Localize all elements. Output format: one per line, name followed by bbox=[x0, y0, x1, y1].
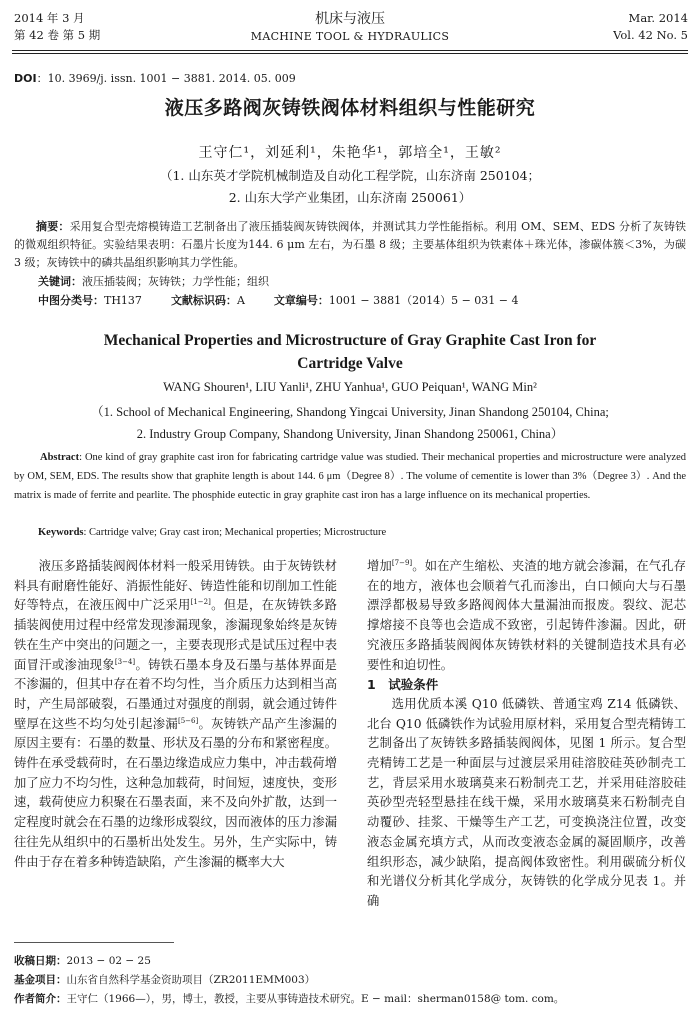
header-volume-en: Vol. 42 No. 5 bbox=[613, 28, 688, 42]
abstract-en bbox=[14, 448, 686, 505]
body-left-column bbox=[14, 557, 337, 872]
body-text: 液压多路插装阀阀体材料一般采用铸铁。由于灰铸铁材料具有耐磨性能好、消振性能好、铸造性能和切削加工性能好等特点，在液压阀中广泛采用 bbox=[14, 559, 337, 613]
body-right-column bbox=[367, 557, 686, 912]
classification-row bbox=[38, 292, 519, 310]
abstract-en-text: : One kind of gray graphite cast iron for fabricating cartridge value was studied. Their mechanical properties and microstructure were analyzed by OM, SEM, EDS. The results show that graphite length is about 144. 6 μm（Degree 8）. The volume of cementite is lower than 3%（Degree 3）. And the matrix is made of ferrite and pearlite. The phosphide eutectic in gray graphite cast iron has a large influence on its mechanical properties. bbox=[14, 452, 686, 501]
doi-line bbox=[14, 70, 296, 86]
affiliation-en-2: 2. Industry Group Company, Shandong University, Jinan Shandong 250061, China） bbox=[136, 427, 564, 441]
fund-label: 基金项目： bbox=[14, 974, 67, 986]
body-paragraph-1 bbox=[14, 557, 337, 872]
journal-name-cn: 机床与液压 bbox=[315, 11, 385, 27]
doi-label: DOI bbox=[14, 72, 37, 85]
authors-cn: 王守仁¹，刘延利¹，朱艳华¹，郭培全¹，王敏² bbox=[198, 145, 502, 161]
affiliation-cn-1: （1. 山东英才学院机械制造及自动化工程学院，山东济南 250104； bbox=[159, 168, 541, 183]
body-text: 。但是，在灰铸铁多路插装阀使用过程中经常发现渗漏现象，渗漏现象始终是灰铸铁在生产中突出的问题之一，主要表现形式是试压过程中表面冒汗或渗油现象 bbox=[14, 598, 337, 672]
keywords-en-text: : Cartridge valve; Gray cast iron; Mechanical properties; Microstructure bbox=[83, 527, 387, 538]
keywords-en bbox=[38, 527, 386, 538]
footnote-rule bbox=[14, 942, 174, 943]
title-en-line-1: Mechanical Properties and Microstructure of Gray Graphite Cast Iron for bbox=[103, 332, 597, 349]
author-bio-label: 作者简介： bbox=[14, 993, 67, 1005]
doc-code-value: A bbox=[236, 294, 245, 307]
journal-name-en: MACHINE TOOL & HYDRAULICS bbox=[250, 30, 450, 43]
body-text: 。铸铁石墨本身及石墨与基体界面是不渗漏的，但其中存在着不均匀性，当介质压力达到相当高时，产生局部破裂，石墨通过对强度的削弱，就会通过铸件壁厚在这些不均匀处引起渗漏 bbox=[14, 657, 337, 731]
title-en-line-2: Cartridge Valve bbox=[297, 355, 403, 372]
keywords-cn-text: 液压插装阀；灰铸铁；力学性能；组织 bbox=[82, 275, 269, 288]
footnote-fund bbox=[14, 972, 315, 988]
keywords-en-label: Keywords bbox=[38, 527, 84, 538]
abstract-cn bbox=[14, 218, 686, 272]
header-date-en: Mar. 2014 bbox=[628, 11, 688, 25]
affiliation-cn-2: 2. 山东大学产业集团，山东济南 250061） bbox=[228, 190, 472, 205]
footnote-received bbox=[14, 953, 151, 969]
header-volume: 第 42 卷 第 5 期 bbox=[14, 28, 101, 42]
abstract-cn-label: 摘要： bbox=[36, 220, 70, 233]
header-rule-2 bbox=[12, 53, 688, 54]
received-date: 2013 − 02 − 25 bbox=[66, 955, 151, 967]
header-journal bbox=[0, 10, 700, 45]
body-paragraph-continued bbox=[367, 557, 686, 675]
keywords-cn-label: 关键词： bbox=[38, 275, 82, 288]
authors-en: WANG Shouren¹, LIU Yanli¹, ZHU Yanhua¹, GUO Peiquan¹, WANG Min² bbox=[163, 380, 537, 394]
body-text: 。如在产生缩松、夹渣的地方就会渗漏，在气孔存在的地方，液体也会顺着气孔而渗出，白口倾向大与石墨漂浮都极易导致多路阀阀体大量漏油而报废。裂纹、泥芯撑熔接不良等也会造成不致密，引起铸件渗漏。因此，研究液压多路插装阀阀体灰铸铁材料的关键制造技术具有必要性和迫切性。 bbox=[367, 559, 686, 672]
citation: [7−9] bbox=[391, 558, 413, 567]
body-text: 增加 bbox=[367, 559, 392, 573]
fund-text: 山东省自然科学基金资助项目（ZR2011EMM003） bbox=[66, 974, 316, 986]
header-issue-en bbox=[613, 10, 688, 44]
abstract-en-label: Abstract bbox=[40, 452, 80, 463]
citation: [1−2] bbox=[190, 598, 211, 607]
doi-value: ：10. 3969/j. issn. 1001 − 3881. 2014. 05. 009 bbox=[36, 72, 296, 85]
article-no-label: 文章编号： bbox=[273, 294, 329, 307]
clc-value: TH137 bbox=[104, 294, 142, 307]
abstract-cn-text: 采用复合型壳熔模铸造工艺制备出了液压插装阀灰铸铁阀体，并测试其力学性能指标。利用 OM、SEM、EDS 分析了灰铸铁的微观组织特征。实验结果表明：石墨片长度为144. 6 μm 左右，为石墨 8 级；主要基体组织为铁素体＋珠光体，渗碳体簇＜3%，为碳 3 级；灰铸铁中的磷共晶组织影响其力学性能。 bbox=[14, 220, 687, 269]
author-bio-text: 王守仁（1966—），男，博士，教授，主要从事铸造技术研究。E − mail：sherman0158@ tom. com。 bbox=[66, 993, 565, 1005]
title-cn: 液压多路阀灰铸铁阀体材料组织与性能研究 bbox=[164, 97, 536, 119]
body-paragraph-2: 选用优质本溪 Q10 低磷铁、普通宝鸡 Z14 低磷铁、北台 Q10 低磷铁作为试验用原材料，采用复合型壳精铸工艺制备出了灰铸铁多路插装阀阀体，见图 1 所示。复合型壳精铸工艺是一种面层与过渡层采用硅溶胶硅英砂制壳工艺，背层采用水玻璃莫来石粉制壳工艺，并采用硅溶胶硅英砂型壳轻型悬挂在线干燥，采用水玻璃莫来石粉制壳自动覆砂、挂浆、干燥等生产工艺，可变换浇注位置，改变液态金属充填方式，从而改变液态金属的凝固顺序，改善组织形态，减少缺陷，提高阀体致密性。利用碳硫分析仪和光谱仪分析其化学成分，灰铸铁的化学成分见表 1。并确 bbox=[367, 696, 686, 908]
clc-label: 中图分类号： bbox=[38, 294, 104, 307]
citation: [3−4] bbox=[114, 657, 136, 666]
section-heading-1: 1 试验条件 bbox=[367, 677, 439, 693]
header-rule bbox=[12, 50, 688, 51]
doc-code-label: 文献标识码： bbox=[170, 294, 237, 307]
footnote-author bbox=[14, 991, 564, 1007]
citation: [5−6] bbox=[177, 716, 199, 725]
keywords-cn bbox=[38, 273, 269, 291]
body-text: 。灰铸铁产品产生渗漏的原因主要有：石墨的数量、形状及石墨的分布和紧密程度。铸件在承受载荷时，在石墨边缘造成应力集中，冲击载荷增加了应力不均匀性，这种急加载荷，时间短，速度快，变形速，载荷使应力积聚在石墨表面，来不及向外扩散，达到一定程度时就会在石墨的边缘形成裂纹，因而液体的压力渗漏往往先从组织中的石墨析出处发生。另外，生产实际中，铸件由于存在着多种铸造缺陷，产生渗漏的概率大大 bbox=[14, 716, 337, 869]
affiliation-en-1: （1. School of Mechanical Engineering, Shandong Yingcai University, Jinan Shandong 250104, China; bbox=[91, 405, 609, 419]
article-no-value: 1001 − 3881（2014）5 − 031 − 4 bbox=[328, 294, 519, 307]
header-date: 2014 年 3 月 bbox=[14, 11, 85, 25]
received-label: 收稿日期： bbox=[14, 955, 67, 967]
